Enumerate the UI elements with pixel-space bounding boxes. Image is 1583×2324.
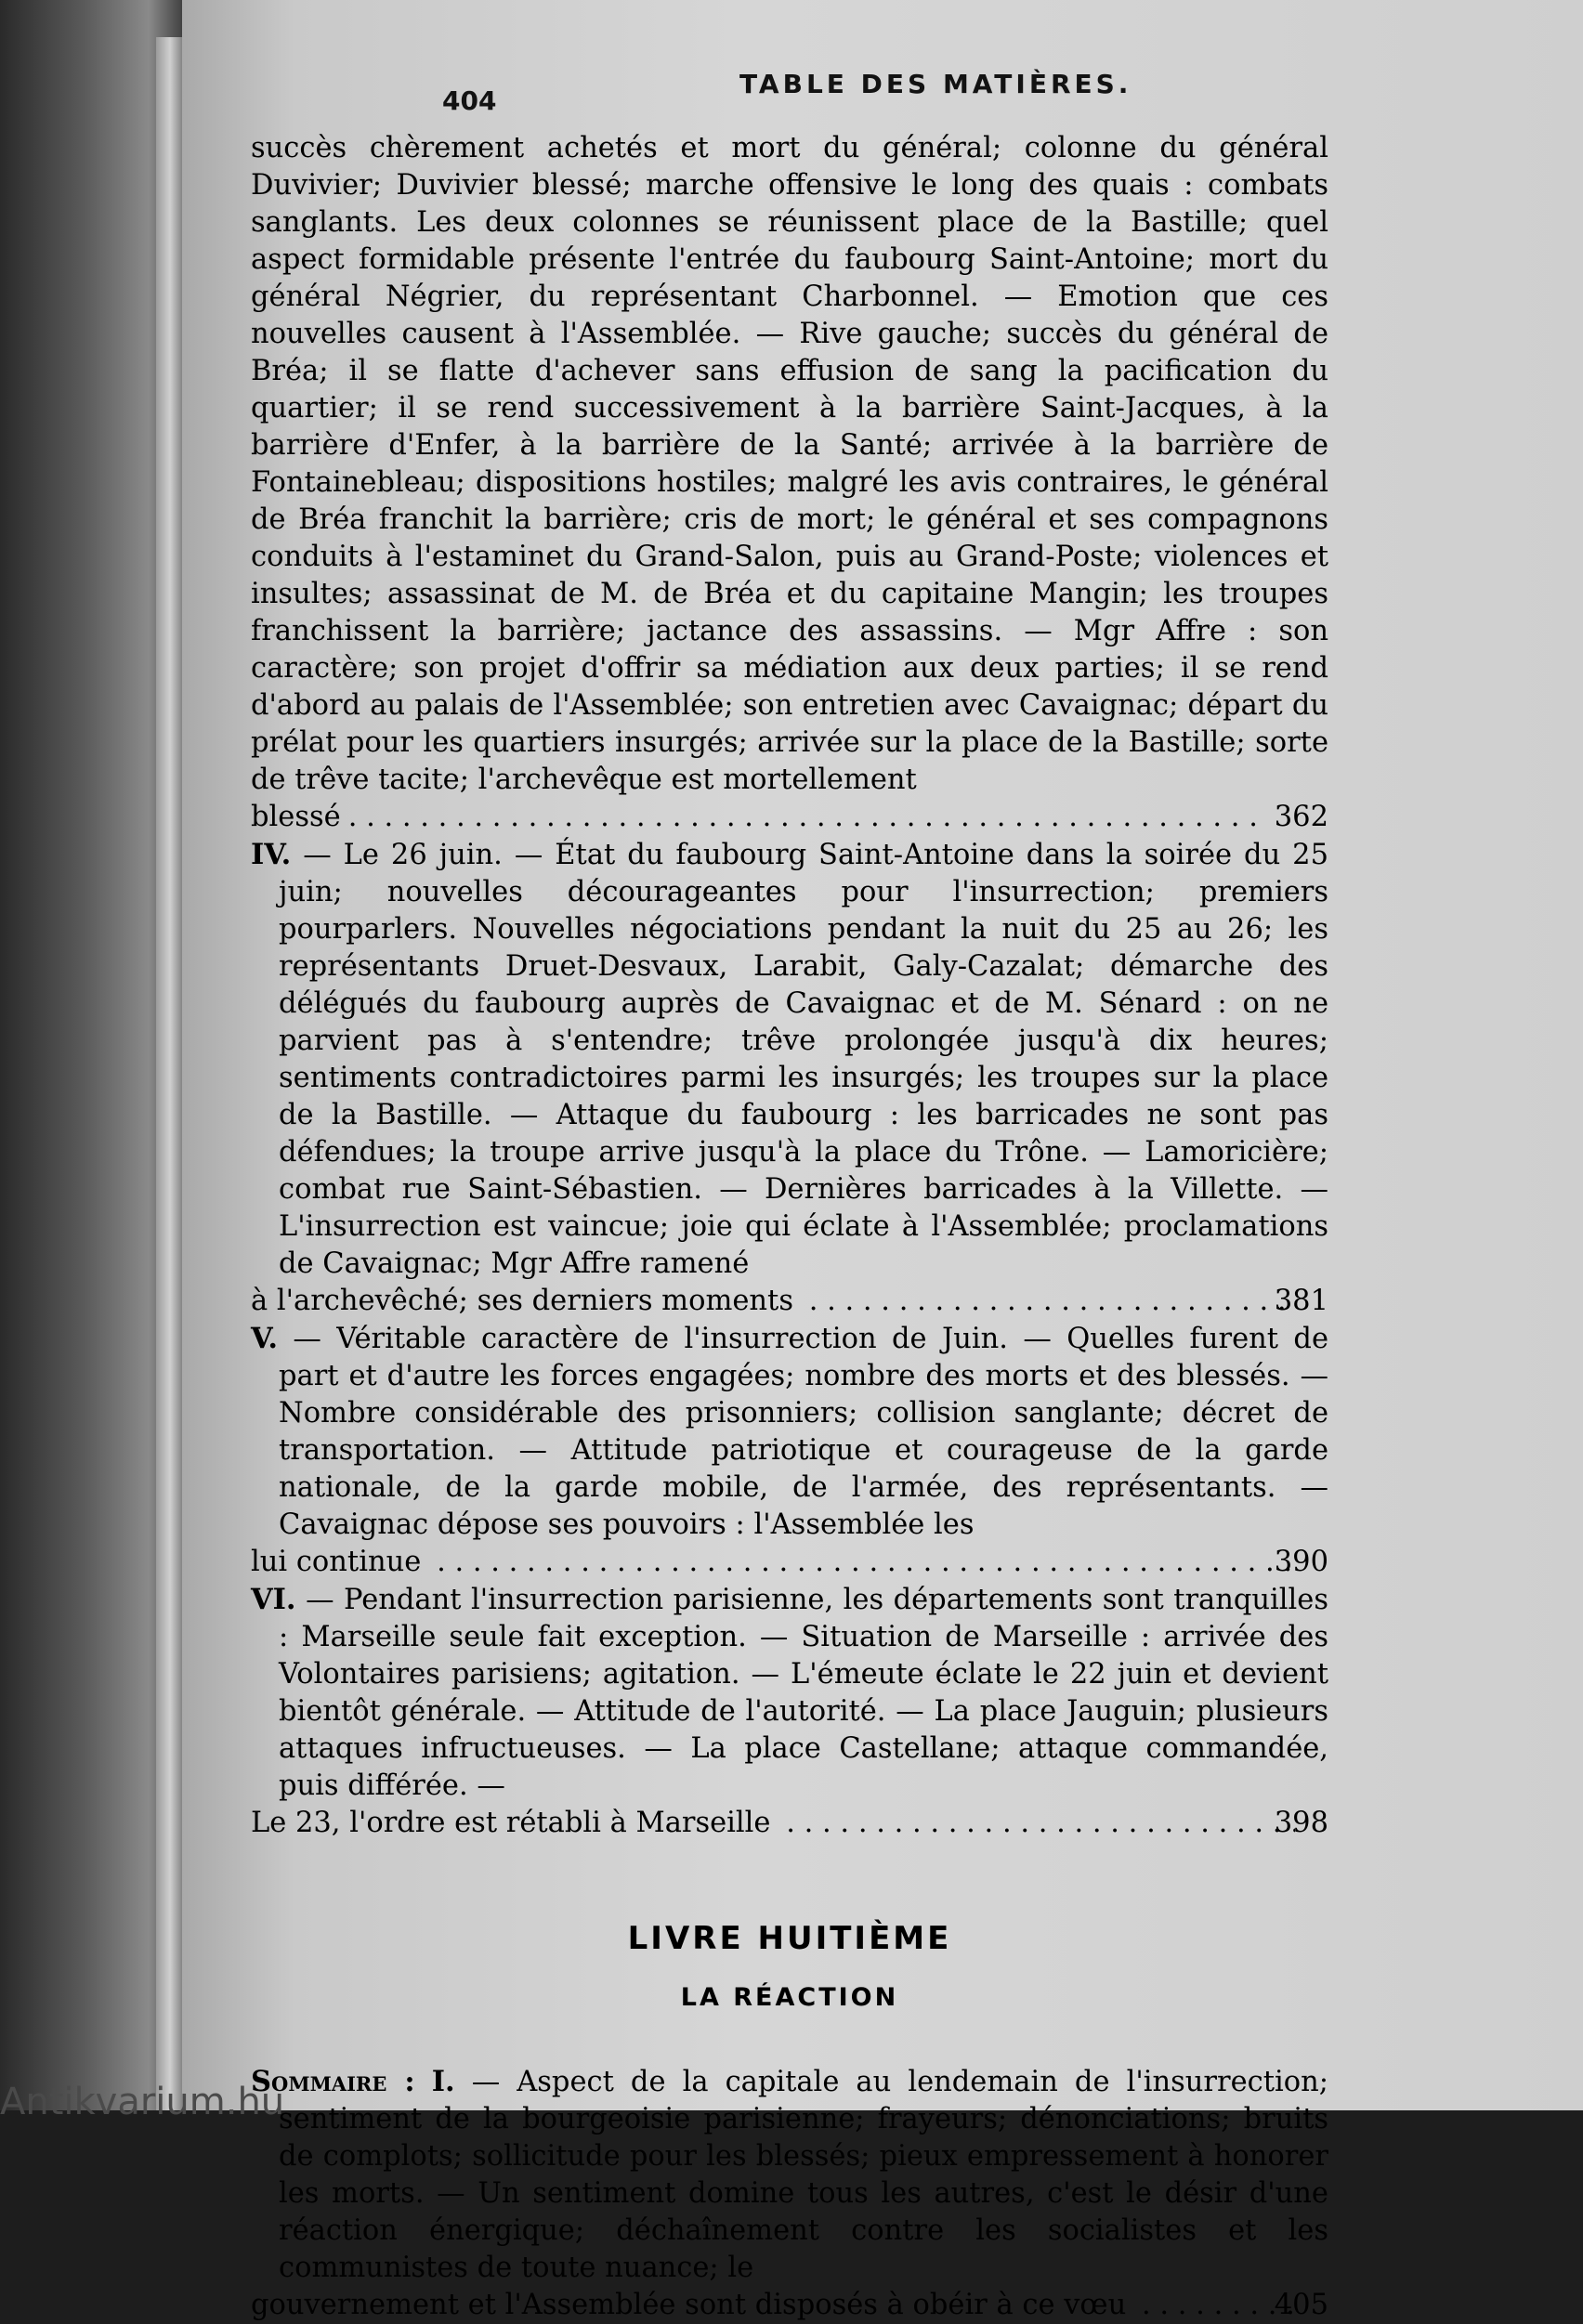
entry-number: VI. <box>251 1583 296 1616</box>
entry-number: V. <box>251 1322 278 1355</box>
entry-last-text: Le 23, l'ordre est rétabli à Marseille <box>251 1807 771 1839</box>
toc-entry-v <box>251 1320 1328 1581</box>
entry-page-ref: 381 <box>1274 1285 1328 1317</box>
page-number: 404 <box>442 85 497 116</box>
entry-last-line <box>251 799 1328 836</box>
entry-number: I. <box>431 2065 455 2098</box>
dot-leader <box>1133 2287 1295 2324</box>
entry-last-line <box>251 1805 1328 1842</box>
entry-page-ref: 405 <box>1274 2289 1328 2321</box>
dot-leader <box>778 1805 1294 1842</box>
entry-page-ref: 362 <box>1274 801 1328 833</box>
dot-leader <box>801 1283 1295 1320</box>
dot-leader <box>348 799 1267 836</box>
sommaire-label: Sommaire : <box>251 2065 415 2098</box>
entry-last-line <box>251 2287 1328 2324</box>
entry-text: — Pendant l'insurrection parisienne, les départements sont tranquilles : Marseille seule fait exception. — Situation de Marseille : arrivée des Volontaires parisiens; agitation. — L'émeute éclate le 22 juin et devient bientôt générale. — Attitude de l'autorité. — La place Jauguin; plusieurs attaques infructueuses. — La place Castellane; attaque commandée, puis différée. — <box>279 1584 1328 1802</box>
dot-leader <box>428 1544 1294 1581</box>
entry-last-text: blessé <box>251 801 341 833</box>
watermark: Antikvarium.hu <box>0 2081 285 2123</box>
toc-entry-iv <box>251 836 1328 1320</box>
entry-text: succès chèrement achetés et mort du général; colonne du général Duvivier; Duvivier blessé; marche offensive le long des quais : combats sanglants. Les deux colonnes se réunissent place de la Bastille; quel aspect formidable présente l'entrée du faubourg Saint-Antoine; mort du général Négrier, du représentant Charbonnel. — Emotion que ces nouvelles causent à l'Assemblée. — Rive gauche; succès du général de Bréa; il se flatte d'achever sans effusion de sang la pacification du quartier; il se rend successivement à la barrière Saint-Jacques, à la barrière d'Enfer, à la barrière de la Santé; arrivée à la barrière de Fontainebleau; dispositions hostiles; malgré les avis contraires, le général de Bréa franchit la barrière; cris de mort; le général et ses compagnons conduits à l'estaminet du Grand-Salon, puis au Grand-Poste; violences et insultes; assassinat de M. de Bréa et du capitaine Mangin; les troupes franchissent la barrière; jactance des assassins. — Mgr Affre : son caractère; son projet d'offrir sa médiation aux deux parties; il se rend d'abord au palais de l'Assemblée; son entretien avec Cavaignac; départ du prélat pour les quartiers insurgés; arrivée sur la place de la Bastille; sorte de trêve tacite; l'archevêque est mortellement <box>251 132 1328 796</box>
running-head: TABLE DES MATIÈRES. <box>739 69 1132 99</box>
entry-last-text: gouvernement et l'Assemblée sont disposés à obéir à ce vœu <box>251 2289 1127 2321</box>
toc-entry-vi <box>251 1581 1328 1842</box>
sommaire-entry <box>251 2063 1328 2324</box>
entry-text: — Aspect de la capitale au lendemain de l'insurrection; sentiment de la bourgeoisie parisienne; frayeurs; dénonciations; bruits de complots; sollicitude pour les blessés; pieux empressement à honorer les morts. — Un sentiment domine tous les autres, c'est le désir d'une réaction énergique; déchaînement contre les socialistes et les communistes de toute nuance; le <box>279 2066 1328 2284</box>
entry-page-ref: 390 <box>1274 1546 1328 1578</box>
book-title: LIVRE HUITIÈME <box>627 1920 952 1957</box>
entry-last-text: à l'archevêché; ses derniers moments <box>251 1285 793 1317</box>
entry-text: — Véritable caractère de l'insurrection de Juin. — Quelles furent de part et d'autre les forces engagées; nombre des morts et des blessés. — Nombre considérable des prisonniers; collision sanglante; décret de transportation. — Attitude patriotique et courageuse de la garde nationale, de la garde mobile, de l'armée, des représentants. — Cavaignac dépose ses pouvoirs : l'Assemblée les <box>279 1323 1328 1541</box>
entry-last-text: lui continue <box>251 1546 422 1578</box>
toc-entry-continuation <box>251 130 1328 836</box>
entry-number: IV. <box>251 838 292 871</box>
page-edge <box>156 37 184 2110</box>
entry-last-line <box>251 1544 1328 1581</box>
entry-page-ref: 398 <box>1274 1807 1328 1839</box>
entry-last-line <box>251 1283 1328 1320</box>
book-subtitle: LA RÉACTION <box>680 1983 899 2012</box>
entry-text: — Le 26 juin. — État du faubourg Saint-Antoine dans la soirée du 25 juin; nouvelles décourageantes pour l'insurrection; premiers pourparlers. Nouvelles négociations pendant la nuit du 25 au 26; les représentants Druet-Desvaux, Larabit, Galy-Cazalat; démarche des délégués du faubourg auprès de Cavaignac et de M. Sénard : on ne parvient pas à s'entendre; trêve prolongée jusqu'à dix heures; sentiments contradictoires parmi les insurgés; les troupes sur la place de la Bastille. — Attaque du faubourg : les barricades ne sont pas défendues; la troupe arrive jusqu'à la place du Trône. — Lamoricière; combat rue Saint-Sébastien. — Dernières barricades à la Villette. — L'insurrection est vaincue; joie qui éclate à l'Assemblée; proclamations de Cavaignac; Mgr Affre ramené <box>279 839 1328 1280</box>
toc-content <box>251 130 1328 2324</box>
